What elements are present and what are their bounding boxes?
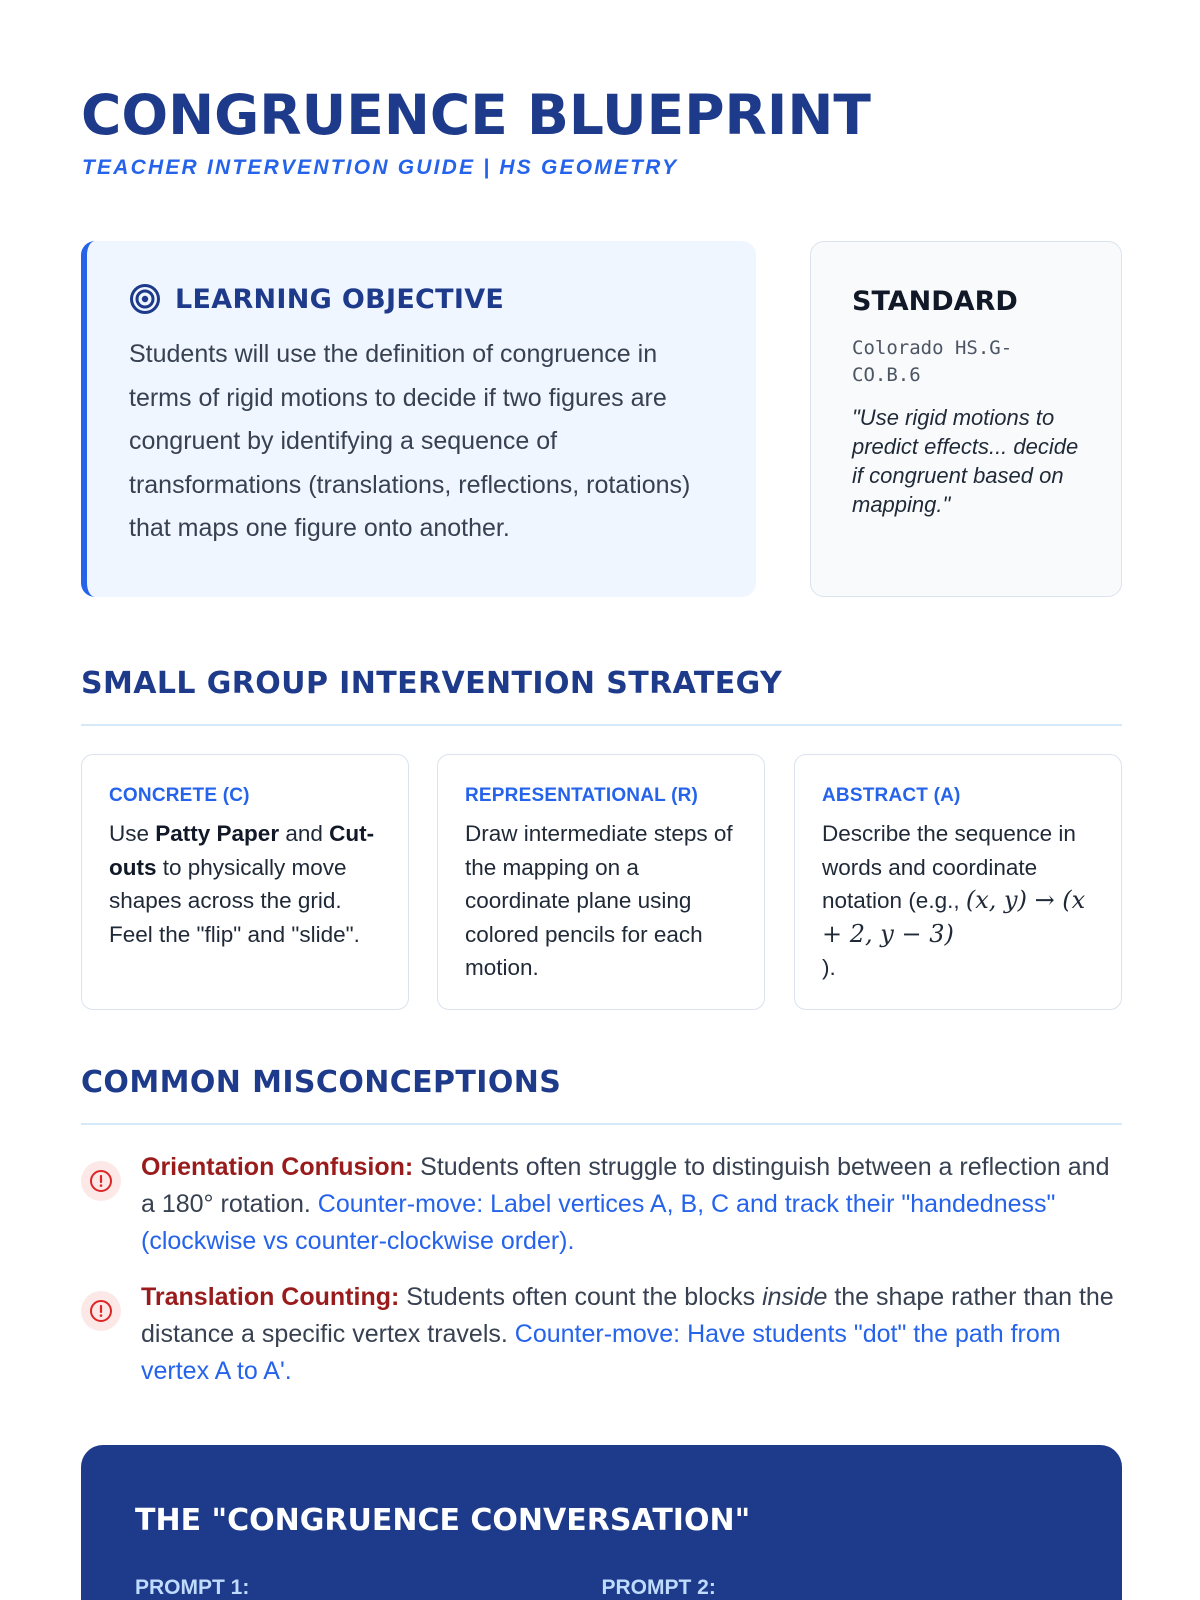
concrete-text: Use Patty Paper and Cut-outs to physically move shapes across the grid. Feel the "flip" and "slide". (109, 821, 375, 947)
counter-move-text: Counter-move: Have students "dot" the path from vertex A to A'. (141, 1320, 1061, 1385)
standard-quote: "Use rigid motions to predict effects... decide if congruent based on mapping." (852, 405, 1079, 517)
misconception-text: Translation Counting: Students often count the blocks inside the shape rather than the distance a specific vertex travels. Counter-move: Have students "dot" the path from vertex A to A'. (141, 1283, 1114, 1385)
representational-text: Draw intermediate steps of the mapping on a coordinate plane using colored pencils for each motion. (465, 821, 733, 980)
learning-objective-card (81, 241, 756, 597)
cutouts-term: Cut-outs (109, 821, 375, 880)
concrete-card (81, 754, 409, 1010)
standard-title: STANDARD (852, 286, 1018, 317)
alert-circle-icon (81, 1161, 121, 1201)
target-icon (129, 283, 161, 315)
concrete-label: CONCRETE (C) (109, 785, 250, 806)
misconception-item (81, 1279, 1122, 1390)
prompt-row (135, 1576, 1068, 1600)
misconceptions-section-title: COMMON MISCONCEPTIONS (81, 1065, 562, 1100)
page-title: CONGRUENCE BLUEPRINT (81, 83, 871, 147)
congruence-conversation-panel (81, 1445, 1122, 1600)
learning-objective-text: Students will use the definition of congruence in terms of rigid motions to decide if two figures are congruent by identifying a sequence of transformations (translations, reflections, rotations) that maps one figure onto another. (129, 340, 691, 542)
misconception-item (81, 1149, 1122, 1260)
representational-card (437, 754, 765, 1010)
patty-paper-term: Patty Paper (155, 821, 280, 846)
abstract-card (794, 754, 1122, 1010)
prompt-2-label: PROMPT 2: (601, 1576, 716, 1599)
misconception-heading: Orientation Confusion: (141, 1153, 414, 1181)
alert-circle-icon (81, 1291, 121, 1331)
page-subtitle: TEACHER INTERVENTION GUIDE | HS GEOMETRY (82, 156, 679, 179)
abstract-text: Describe the sequence in words and coordinate notation (e.g., (x, y) → (x + 2, y − 3) ). (822, 821, 1086, 980)
counter-move-text: Counter-move: Label vertices A, B, C and track their "handedness" (clockwise vs counter-clockwise order). (141, 1190, 1056, 1255)
coordinate-formula: (x, y) → (x + 2, y − 3) (822, 886, 1086, 948)
conversation-title: THE "CONGRUENCE CONVERSATION" (135, 1503, 751, 1538)
misconceptions-divider (81, 1123, 1122, 1125)
misconception-text: Orientation Confusion: Students often struggle to distinguish between a reflection and a 180° rotation. Counter-move: Label vertices A, B, C and track their "handedness" (clockwise vs counter-clockwise order). (141, 1153, 1110, 1255)
strategy-divider (81, 724, 1122, 726)
prompt-1-label: PROMPT 1: (135, 1576, 250, 1599)
representational-label: REPRESENTATIONAL (R) (465, 785, 699, 806)
misconception-heading: Translation Counting: (141, 1283, 400, 1311)
standard-code: Colorado HS.G-CO.B.6 (852, 337, 1013, 386)
abstract-label: ABSTRACT (A) (822, 785, 961, 806)
strategy-section-title: SMALL GROUP INTERVENTION STRATEGY (81, 666, 783, 701)
learning-objective-header (129, 283, 716, 315)
standard-card (810, 241, 1122, 597)
learning-objective-title: LEARNING OBJECTIVE (175, 283, 505, 315)
